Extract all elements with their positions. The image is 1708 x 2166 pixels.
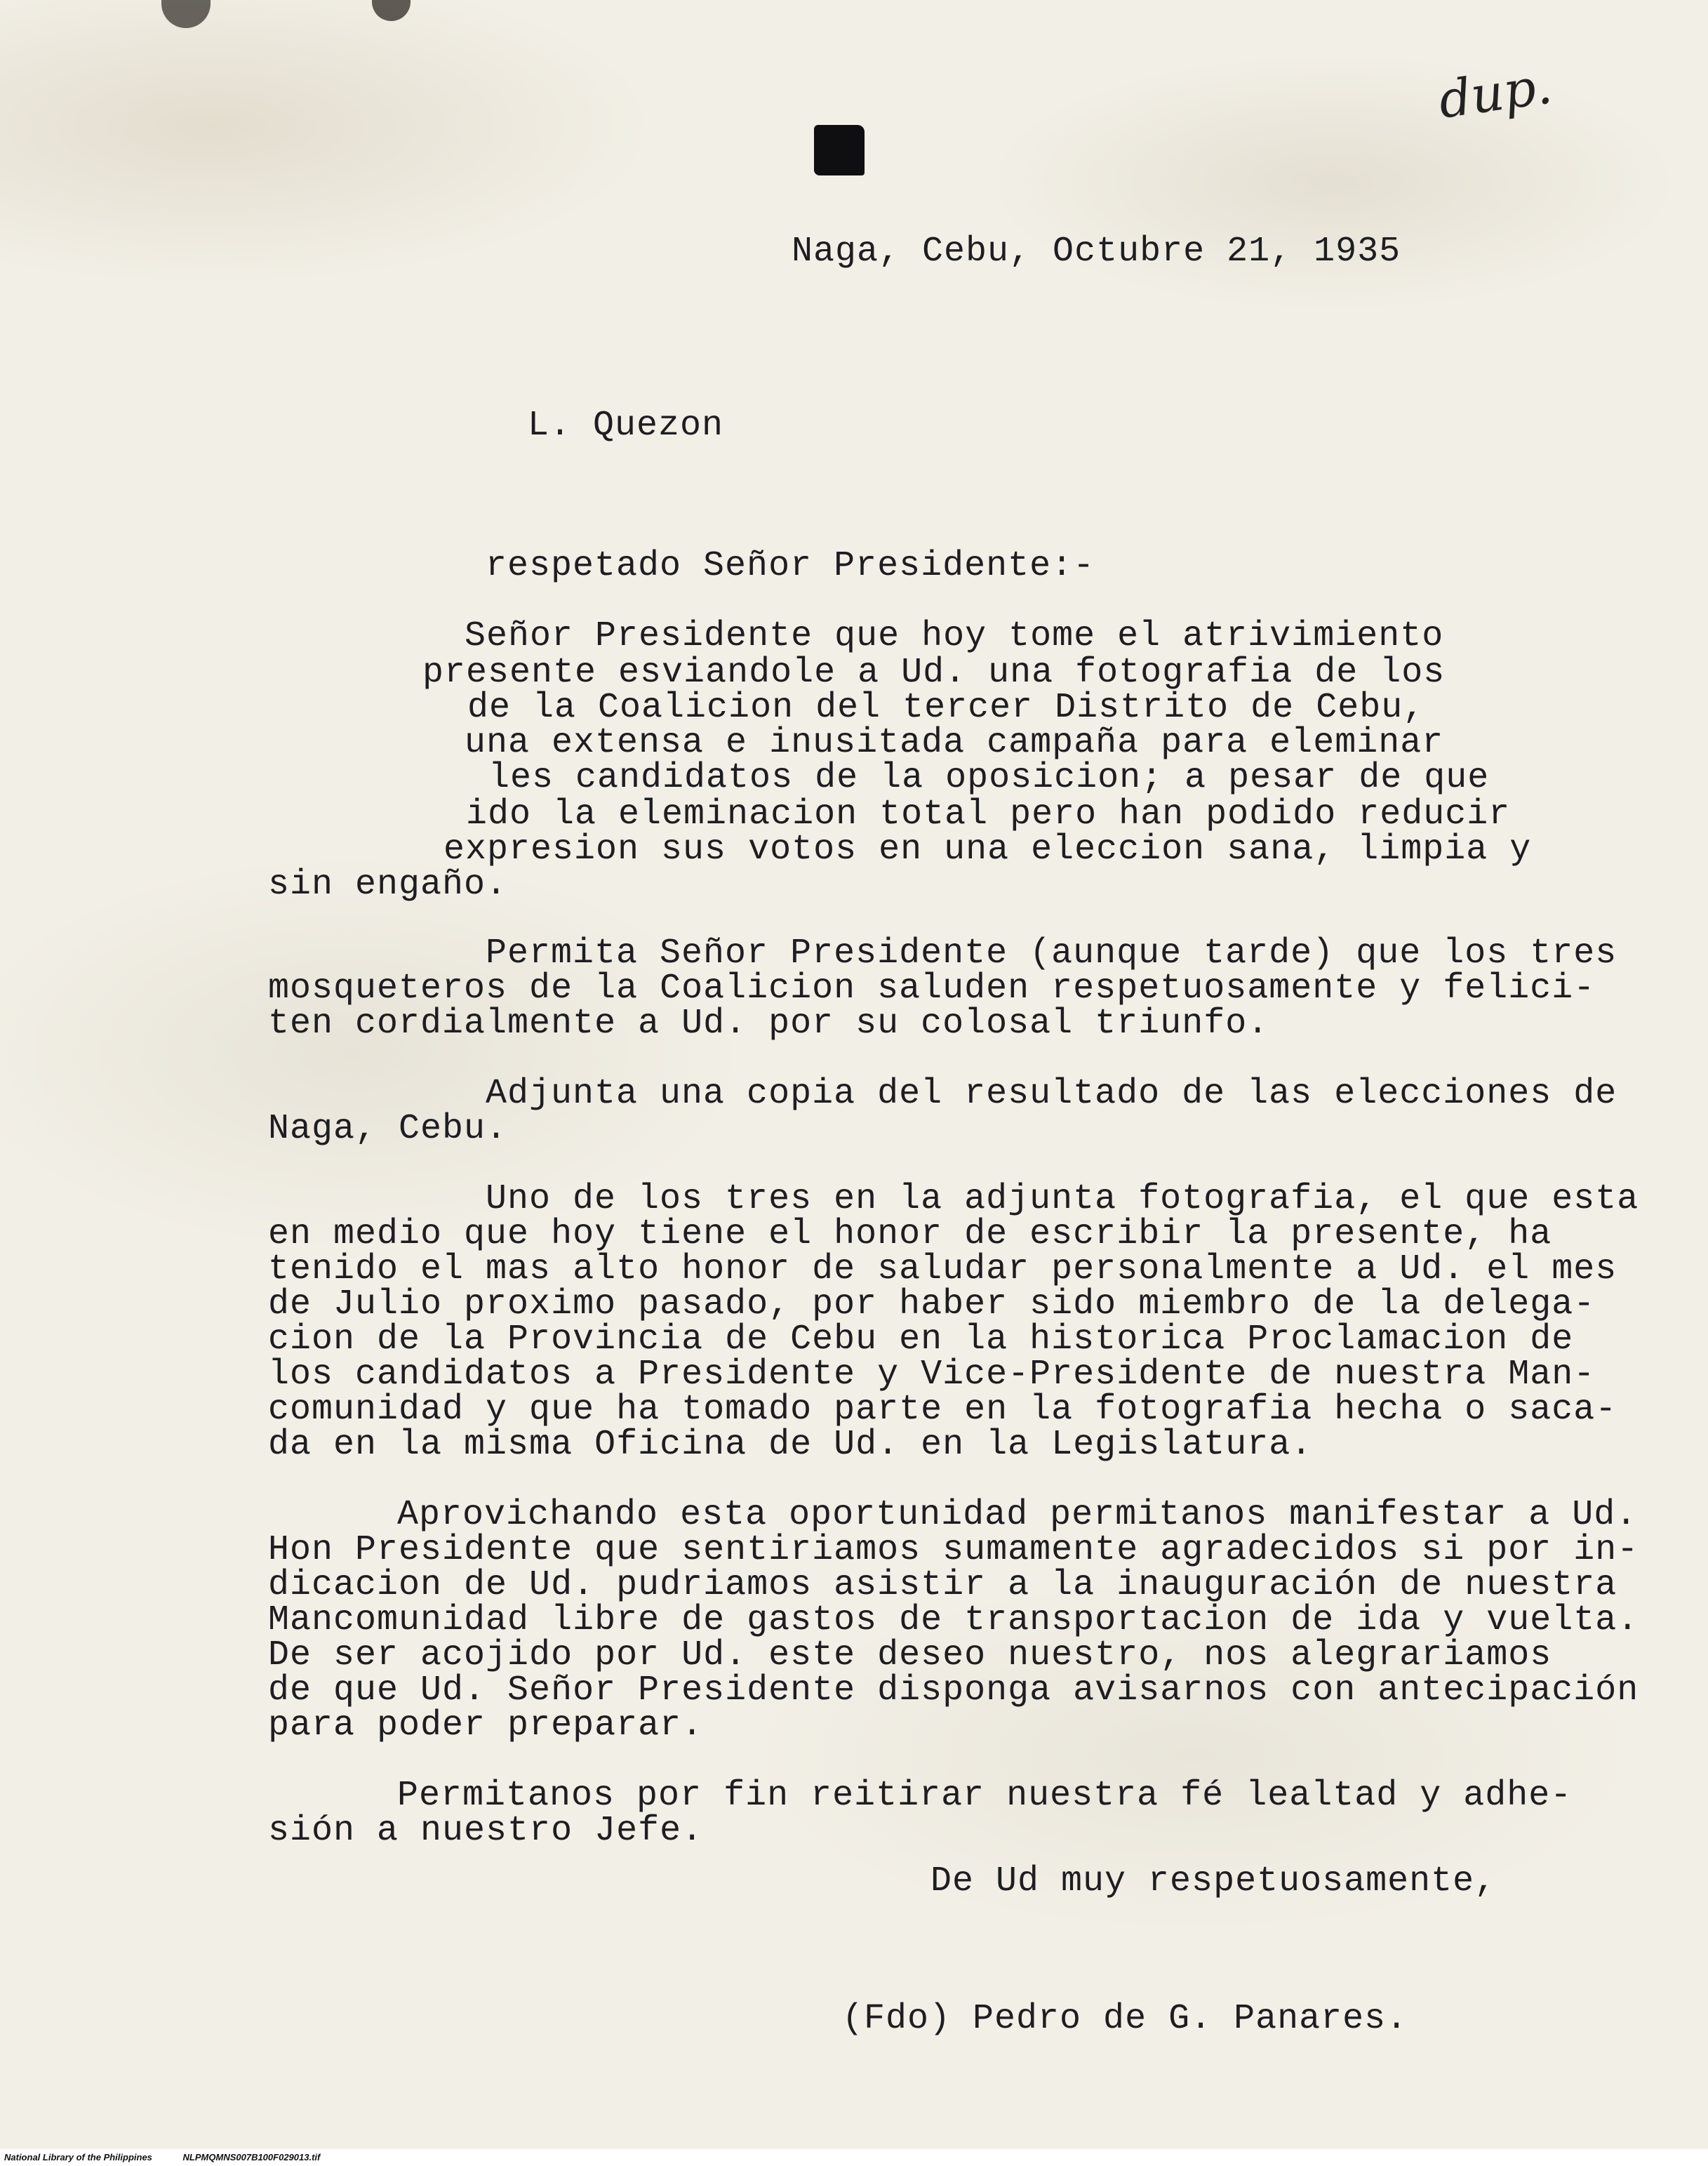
footer-file-id: NLPMQMNS007B100F029013.tif: [182, 2152, 321, 2162]
text-line: sin engaño.: [268, 865, 508, 905]
text-line: presente esviandole a Ud. una fotografia de los: [422, 653, 1446, 693]
text-line: les candidatos de la oposicion; a pesar de que: [488, 758, 1490, 798]
dateline: Naga, Cebu, Octubre 21, 1935: [792, 232, 1401, 272]
text-line: Aprovichando esta oportunidad permitanos manifestar a Ud.: [397, 1495, 1638, 1535]
text-line: mosqueteros de la Coalicion saluden respetuosamente y felici-: [268, 969, 1596, 1009]
text-line: una extensa e inusitada campaña para eleminar: [465, 723, 1444, 763]
text-line: expresion sus votos en una eleccion sana, limpia y: [443, 830, 1532, 870]
text-line: para poder preparar.: [268, 1706, 704, 1746]
text-line: Permita Señor Presidente (aunque tarde) que los tres: [486, 933, 1617, 974]
text-line: De ser acojido por Ud. este deseo nuestro, nos alegrariamos: [268, 1635, 1552, 1675]
text-line: Naga, Cebu.: [268, 1109, 508, 1149]
scan-footer: [0, 2149, 1708, 2166]
ink-stain: [814, 125, 865, 175]
closing: De Ud muy respetuosamente,: [930, 1861, 1497, 1901]
text-line: Permitanos por fin reitirar nuestra fé lealtad y adhe-: [397, 1776, 1573, 1816]
text-line: Adjunta una copia del resultado de las elecciones de: [486, 1074, 1617, 1114]
text-line: de Julio proximo pasado, por haber sido miembro de la delega-: [268, 1284, 1596, 1324]
text-line: Uno de los tres en la adjunta fotografia, el que esta: [486, 1179, 1639, 1219]
text-line: Señor Presidente que hoy tome el atrivimiento: [465, 616, 1444, 656]
text-line: cion de la Provincia de Cebu en la historica Proclamacion de: [268, 1320, 1574, 1360]
recipient: L. Quezon: [528, 406, 724, 446]
salutation: respetado Señor Presidente:-: [486, 546, 1095, 586]
text-line: de la Coalicion del tercer Distrito de Cebu,: [467, 688, 1425, 728]
text-line: ten cordialmente a Ud. por su colosal triunfo.: [268, 1004, 1269, 1044]
signature: (Fdo) Pedro de G. Panares.: [842, 1999, 1408, 2039]
text-line: de que Ud. Señor Presidente disponga avisarnos con antecipación: [268, 1670, 1639, 1710]
text-line: Hon Presidente que sentiriamos sumamente agradecidos si por in-: [268, 1530, 1639, 1570]
text-line: tenido el mas alto honor de saludar personalmente a Ud. el mes: [268, 1249, 1617, 1289]
text-line: comunidad y que ha tomado parte en la fotografia hecha o saca-: [268, 1390, 1617, 1430]
footer-institution: National Library of the Philippines: [4, 2152, 152, 2162]
text-line: dicacion de Ud. pudriamos asistir a la inauguración de nuestra: [268, 1565, 1617, 1605]
handwritten-note: dup.: [1434, 55, 1556, 130]
text-line: sión a nuestro Jefe.: [268, 1811, 704, 1851]
text-line: Mancomunidad libre de gastos de transportacion de ida y vuelta.: [268, 1600, 1639, 1640]
text-line: en medio que hoy tiene el honor de escribir la presente, ha: [268, 1214, 1552, 1254]
text-line: ido la eleminacion total pero han podido reducir: [466, 795, 1511, 835]
text-line: los candidatos a Presidente y Vice-Presidente de nuestra Man-: [268, 1355, 1596, 1395]
text-line: da en la misma Oficina de Ud. en la Legislatura.: [268, 1425, 1313, 1465]
